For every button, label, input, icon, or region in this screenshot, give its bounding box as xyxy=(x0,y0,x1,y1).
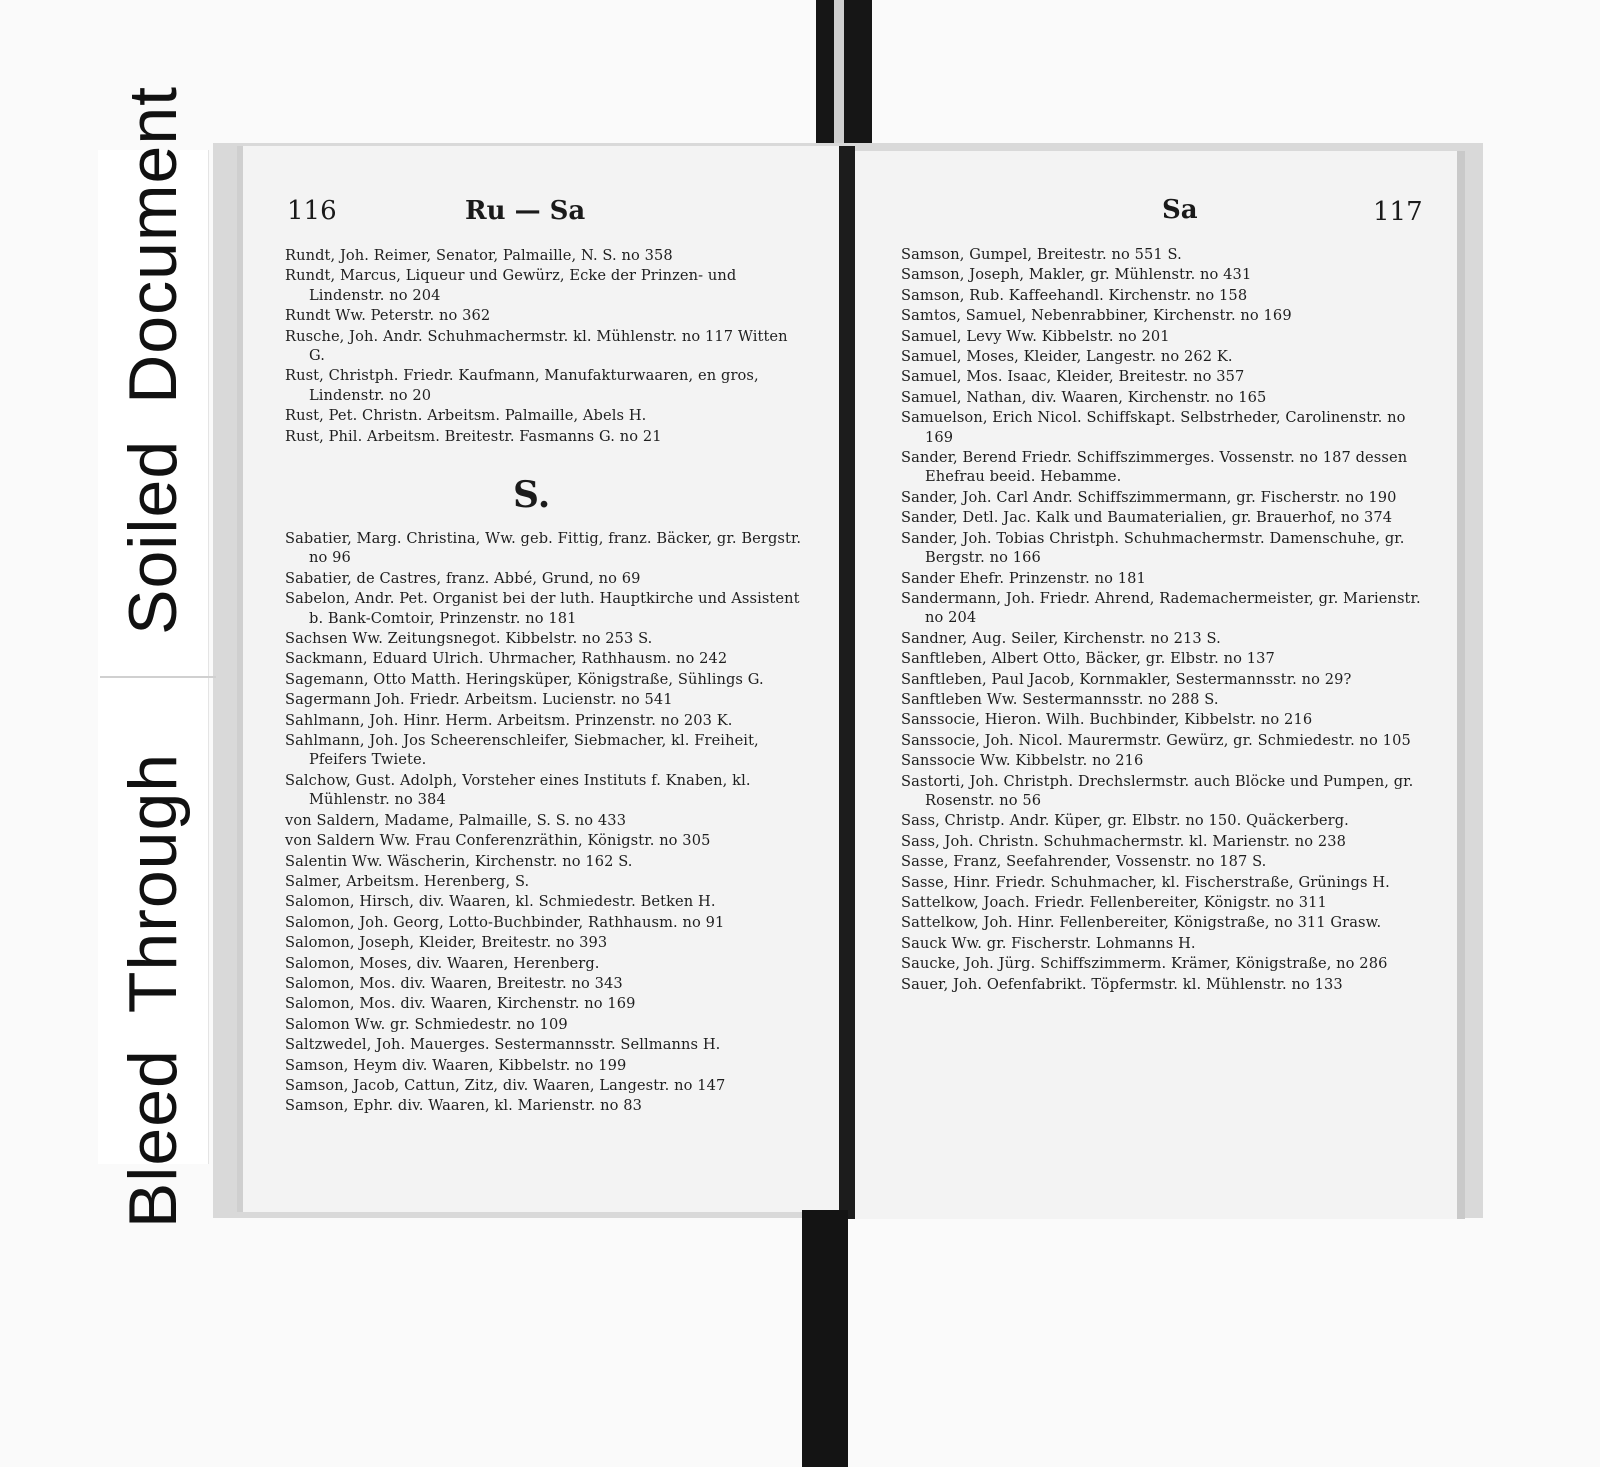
list-item: Samtos, Samuel, Nebenrabbiner, Kirchenstr. no 169 xyxy=(901,307,1292,325)
list-item: Salchow, Gust. Adolph, Vorsteher eines Instituts f. Knaben, kl. Mühlenstr. no 384 xyxy=(285,771,751,809)
list-item: Sanssocie, Joh. Nicol. Maurermstr. Gewürz, gr. Schmiedestr. no 105 xyxy=(901,731,1411,749)
list-item: Sachsen Ww. Zeitungsnegot. Kibbelstr. no 253 S. xyxy=(285,630,653,648)
list-item: Rust, Pet. Christn. Arbeitsm. Palmaille, Abels H. xyxy=(285,407,647,425)
list-item: Sandner, Aug. Seiler, Kirchenstr. no 213 S. xyxy=(901,629,1221,647)
right-page-number: 117 xyxy=(1373,197,1423,227)
list-item: Salomon Ww. gr. Schmiedestr. no 109 xyxy=(285,1015,568,1033)
list-item: Sabatier, de Castres, franz. Abbé, Grund, no 69 xyxy=(285,569,641,587)
section-letter: S. xyxy=(513,474,551,516)
list-item: Sanssocie Ww. Kibbelstr. no 216 xyxy=(901,752,1144,770)
list-item: Rust, Christph. Friedr. Kaufmann, Manufakturwaaren, en gros, Lindenstr. no 20 xyxy=(285,367,759,404)
list-item: Sasse, Hinr. Friedr. Schuhmacher, kl. Fischerstraße, Grünings H. xyxy=(901,873,1390,891)
list-item: Sauer, Joh. Oefenfabrikt. Töpfermstr. kl. Mühlenstr. no 133 xyxy=(901,975,1343,993)
left-running-head: Ru — Sa xyxy=(465,196,586,226)
list-item: von Saldern, Madame, Palmaille, S. S. no 433 xyxy=(285,811,627,829)
entries-list-right xyxy=(901,245,1433,995)
list-item: Samson, Jacob, Cattun, Zitz, div. Waaren, Langestr. no 147 xyxy=(285,1076,726,1094)
list-item: Samson, Rub. Kaffeehandl. Kirchenstr. no 158 xyxy=(901,286,1248,304)
binding-spine-top xyxy=(816,0,872,146)
list-item: Sanftleben, Paul Jacob, Kornmakler, Sestermannsstr. no 29? xyxy=(901,670,1352,688)
list-item: Sahlmann, Joh. Hinr. Herm. Arbeitsm. Prinzenstr. no 203 K. xyxy=(285,711,733,729)
list-item: Salomon, Mos. div. Waaren, Kirchenstr. no 169 xyxy=(285,995,636,1013)
overlay-tag-word: Document xyxy=(115,85,191,404)
list-item: Sackmann, Eduard Ulrich. Uhrmacher, Rathhausm. no 242 xyxy=(285,650,728,668)
list-item: Sander, Joh. Carl Andr. Schiffszimmermann, gr. Fischerstr. no 190 xyxy=(901,488,1397,506)
list-item: Sanssocie, Hieron. Wilh. Buchbinder, Kibbelstr. no 216 xyxy=(901,711,1313,729)
list-item: Saltzwedel, Joh. Mauerges. Sestermannsstr. Sellmanns H. xyxy=(285,1036,721,1054)
list-item: Salomon, Joh. Georg, Lotto-Buchbinder, Rathhausm. no 91 xyxy=(285,913,725,931)
list-item: Samson, Ephr. div. Waaren, kl. Marienstr. no 83 xyxy=(285,1097,642,1115)
list-item: Sass, Joh. Christn. Schuhmachermstr. kl. Marienstr. no 238 xyxy=(901,832,1347,850)
list-item: Rust, Phil. Arbeitsm. Breitestr. Fasmanns G. no 21 xyxy=(285,427,662,445)
list-item: Samuelson, Erich Nicol. Schiffskapt. Selbstrheder, Carolinenstr. no 169 xyxy=(901,409,1406,446)
list-item: Sahlmann, Joh. Jos Scheerenschleifer, Siebmacher, kl. Freiheit, Pfeifers Twiete. xyxy=(285,732,759,769)
list-item: Saucke, Joh. Jürg. Schiffszimmerm. Krämer, Königstraße, no 286 xyxy=(901,955,1388,973)
list-item: Sander Ehefr. Prinzenstr. no 181 xyxy=(901,569,1146,587)
list-item: Sattelkow, Joh. Hinr. Fellenbereiter, Königstraße, no 311 Grasw. xyxy=(901,914,1382,932)
list-item: Sander, Detl. Jac. Kalk und Baumaterialien, gr. Brauerhof, no 374 xyxy=(901,509,1393,527)
overlay-tag-word: Soiled xyxy=(115,439,191,635)
list-item: Samson, Heym div. Waaren, Kibbelstr. no 199 xyxy=(285,1056,627,1074)
list-item: Sass, Christp. Andr. Küper, gr. Elbstr. no 150. Quäckerberg. xyxy=(901,812,1349,830)
list-item: Salomon, Hirsch, div. Waaren, kl. Schmiedestr. Betken H. xyxy=(285,893,716,911)
list-item: Rundt, Marcus, Liqueur und Gewürz, Ecke der Prinzen- und Lindenstr. no 204 xyxy=(285,267,737,304)
list-item: Sasse, Franz, Seefahrender, Vossenstr. no 187 S. xyxy=(901,853,1267,871)
list-item: Samson, Joseph, Makler, gr. Mühlenstr. no 431 xyxy=(901,266,1252,284)
list-item: Salomon, Joseph, Kleider, Breitestr. no 393 xyxy=(285,934,608,952)
entries-list-s xyxy=(285,529,807,1117)
list-item: Sattelkow, Joach. Friedr. Fellenbereiter, Königstr. no 311 xyxy=(901,894,1327,911)
list-item: Sagemann, Otto Matth. Heringsküper, Königstraße, Sühlings G. xyxy=(285,670,764,688)
overlay-tag-word: Through xyxy=(115,752,191,1014)
left-page xyxy=(237,146,839,1212)
list-item: Sabelon, Andr. Pet. Organist bei der luth. Hauptkirche und Assistent b. Bank-Comtoir, Prinzenstr. no 181 xyxy=(285,590,800,627)
list-item: Sander, Joh. Tobias Christph. Schuhmachermstr. Damenschuhe, gr. Bergstr. no 166 xyxy=(901,529,1405,567)
list-item: Sastorti, Joh. Christph. Drechslermstr. auch Blöcke und Pumpen, gr. Rosenstr. no 56 xyxy=(901,772,1414,809)
list-item: von Saldern Ww. Frau Conferenzräthin, Königstr. no 305 xyxy=(285,832,711,850)
right-page xyxy=(855,151,1465,1219)
list-item: Salomon, Mos. div. Waaren, Breitestr. no 343 xyxy=(285,974,623,992)
list-item: Samuel, Levy Ww. Kibbelstr. no 201 xyxy=(901,327,1170,345)
binding-spine-bottom xyxy=(802,1210,848,1467)
list-item: Sandermann, Joh. Friedr. Ahrend, Rademachermeister, gr. Marienstr. no 204 xyxy=(901,589,1421,627)
list-item: Sander, Berend Friedr. Schiffszimmerges. Vossenstr. no 187 dessen Ehefrau beeid. Hebamme. xyxy=(901,449,1408,486)
entries-list-top xyxy=(285,246,807,447)
list-item: Samuel, Mos. Isaac, Kleider, Breitestr. no 357 xyxy=(901,368,1245,386)
book-gutter xyxy=(839,146,855,1219)
list-item: Rundt Ww. Peterstr. no 362 xyxy=(285,307,491,325)
list-item: Samuel, Nathan, div. Waaren, Kirchenstr. no 165 xyxy=(901,388,1267,406)
list-item: Sanftleben Ww. Sestermannsstr. no 288 S. xyxy=(901,690,1219,708)
list-item: Salomon, Moses, div. Waaren, Herenberg. xyxy=(285,954,600,972)
list-item: Sauck Ww. gr. Fischerstr. Lohmanns H. xyxy=(901,934,1196,952)
left-page-number: 116 xyxy=(287,196,337,226)
list-item: Rusche, Joh. Andr. Schuhmachermstr. kl. Mühlenstr. no 117 Witten G. xyxy=(285,327,788,365)
overlay-tag-word: Bleed xyxy=(115,1049,191,1229)
list-item: Sanftleben, Albert Otto, Bäcker, gr. Elbstr. no 137 xyxy=(901,650,1275,668)
list-item: Salentin Ww. Wäscherin, Kirchenstr. no 162 S. xyxy=(285,852,633,870)
right-running-head: Sa xyxy=(1162,195,1198,225)
list-item: Salmer, Arbeitsm. Herenberg, S. xyxy=(285,872,530,890)
list-item: Sagermann Joh. Friedr. Arbeitsm. Lucienstr. no 541 xyxy=(285,691,673,709)
list-item: Samson, Gumpel, Breitestr. no 551 S. xyxy=(901,246,1182,263)
list-item: Sabatier, Marg. Christina, Ww. geb. Fittig, franz. Bäcker, gr. Bergstr. no 96 xyxy=(285,530,802,567)
list-item: Samuel, Moses, Kleider, Langestr. no 262 K. xyxy=(901,348,1233,366)
overlay-tag-label xyxy=(114,68,192,1246)
list-item: Rundt, Joh. Reimer, Senator, Palmaille, N. S. no 358 xyxy=(285,247,673,264)
binding-spine-highlight xyxy=(834,0,844,146)
